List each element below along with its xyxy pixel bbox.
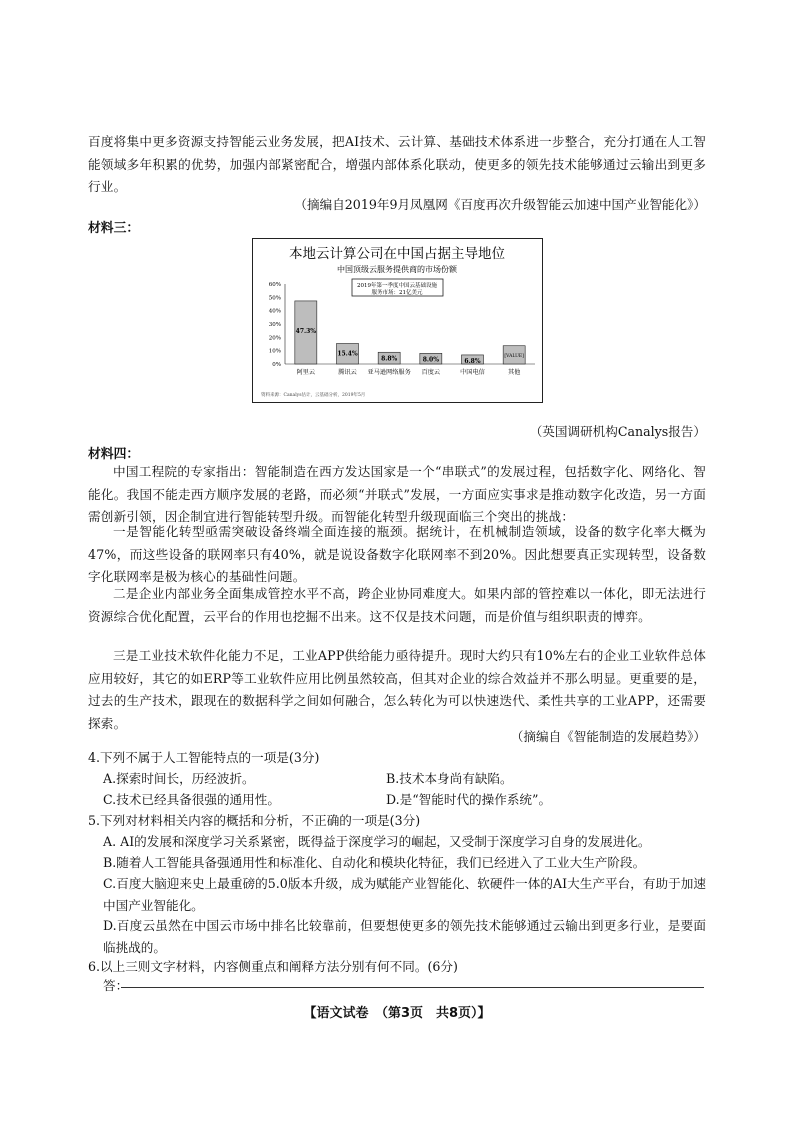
chart-y-tick-label: 40% bbox=[268, 308, 281, 315]
chart-data-label: [VALUE] bbox=[504, 353, 524, 359]
material-4-paragraph-2: 一是智能化转型亟需突破设备终端全面连接的瓶颈。据统计，在机械制造领域，设备的数字化率大概为47%，而这些设备的联网率只有40%，就是说设备数字化联网率不到20%。因此想要真正实现转型，设备数字化联网率是极为核心的基础性问题。 bbox=[88, 524, 706, 584]
chart-bars bbox=[295, 301, 525, 365]
chart-category-label: 亚马逊网络服务 bbox=[367, 369, 411, 376]
q5-option-b[interactable]: B.随着人工智能具备强通用性和标准化、自动化和模块化特征，我们已经进入了工业大生产阶段。 bbox=[103, 855, 646, 870]
material-4-paragraph-1: 中国工程院的专家指出：智能制造在西方发达国家是一个“串联式”的发展过程，包括数字化、网络化、智能化。我国不能走西方顺序发展的老路，而必须“并联式”发展，一方面应实事求是推动数字化改造，另一方面需创新引领，因企制宜进行智能转型升级。而智能化转型升级现面临三个突出的挑战： bbox=[88, 464, 706, 524]
chart-data-label: 8.0% bbox=[422, 356, 439, 364]
material-3-heading: 材料三： bbox=[88, 221, 140, 236]
chart-x-labels bbox=[297, 368, 521, 376]
chart-category-label: 腾讯云 bbox=[338, 369, 357, 376]
q4-option-a[interactable]: A.探索时间长，历经波折。 bbox=[103, 771, 255, 786]
chart-y-tick-label: 50% bbox=[268, 295, 281, 302]
material-4-heading: 材料四： bbox=[88, 447, 140, 462]
chart-svg bbox=[253, 239, 542, 402]
chart-footnote: 资料来源：Canalys估计，云基础分析，2019年5月 bbox=[261, 393, 366, 398]
material-4-paragraph-3: 二是企业内部业务全面集成管控水平不高，跨企业协同难度大。如果内部的管控难以一体化，即无法进行资源综合优化配置，云平台的作用也挖掘不出来。这不仅是技术问题，而是价值与组织职责的博弈。 bbox=[88, 586, 706, 624]
answer-label: 答： bbox=[103, 978, 129, 993]
source-citation-1: （摘编自2019年9月凤凰网《百度再次升级智能云加速中国产业智能化》） bbox=[294, 197, 706, 212]
source-citation-3: （摘编自《智能制造的发展趋势》） bbox=[510, 729, 706, 744]
chart-data-label: 15.4% bbox=[337, 350, 358, 358]
source-citation-2: （英国调研机构Canalys报告） bbox=[529, 424, 706, 439]
q5-option-c[interactable]: C.百度大脑迎来史上最重磅的5.0版本升级，成为赋能产业智能化、软硬件一体的AI大生产平台，有助于加速中国产业智能化。 bbox=[103, 876, 706, 913]
q4-option-c[interactable]: C.技术已经具备很强的通用性。 bbox=[103, 792, 280, 807]
answer-line[interactable] bbox=[121, 986, 704, 988]
chart-y-tick-label: 0% bbox=[272, 362, 281, 368]
q4-option-b[interactable]: B.技术本身尚有缺陷。 bbox=[386, 771, 513, 786]
q5-option-a[interactable]: A. AI的发展和深度学习关系紧密，既得益于深度学习的崛起，又受制于深度学习自身的发展进化。 bbox=[103, 834, 651, 849]
market-share-chart bbox=[252, 238, 543, 403]
chart-y-tick-label: 10% bbox=[268, 348, 281, 355]
chart-data-label: 8.8% bbox=[381, 355, 398, 363]
chart-y-tick-label: 60% bbox=[268, 282, 281, 288]
chart-annotation-line-2: 服务市场：21亿美元 bbox=[371, 290, 423, 296]
q4-option-d[interactable]: D.是“智能时代的操作系统”。 bbox=[386, 792, 552, 807]
question-6: 6.以上三则文字材料，内容侧重点和阐释方法分别有何不同。(6分) bbox=[88, 959, 458, 974]
paragraph-intro: 百度将集中更多资源支持智能云业务发展，把AI技术、云计算、基础技术体系进一步整合，充分打通在人工智能领域多年积累的优势，加强内部紧密配合，增强内部体系化联动，使更多的领先技术能够通过云输出到更多行业。 bbox=[88, 134, 706, 194]
chart-category-label: 百度云 bbox=[421, 369, 441, 376]
chart-subtitle: 中国顶级云服务提供商的市场份额 bbox=[337, 265, 457, 274]
page-footer: 【语文试卷 （第3页 共8页）】 bbox=[303, 1006, 491, 1021]
chart-y-tick-label: 30% bbox=[268, 322, 281, 328]
question-4: 4.下列不属于人工智能特点的一项是(3分) bbox=[88, 750, 320, 765]
chart-y-tick-label: 20% bbox=[268, 335, 281, 342]
material-4-paragraph-4: 三是工业技术软件化能力不足，工业APP供给能力亟待提升。现时大约只有10%左右的企业工业软件总体应用较好，其它的如ERP等工业软件应用比例虽然较高，但其对企业的综合效益并不那么明显。更重要的是，过去的生产技术，跟现在的数据科学之间如何融合，怎么转化为可以快速迭代、柔性共享的工业APP，还需要探索。 bbox=[88, 648, 706, 731]
chart-data-label: 47.3% bbox=[295, 327, 316, 335]
chart-category-label: 中国电信 bbox=[460, 369, 485, 376]
chart-data-label: 6.8% bbox=[464, 357, 481, 365]
chart-annotation-line-1: 2019年第一季度中国云基础设施 bbox=[357, 283, 437, 289]
q5-option-d[interactable]: D.百度云虽然在中国云市场中排名比较靠前，但要想使更多的领先技术能够通过云输出到更多行业，是要面临挑战的。 bbox=[103, 918, 706, 955]
chart-category-label: 阿里云 bbox=[296, 369, 316, 376]
chart-category-label: 其他 bbox=[507, 369, 521, 376]
question-5: 5.下列对材料相关内容的概括和分析，不正确的一项是(3分) bbox=[88, 813, 421, 828]
chart-title: 本地云计算公司在中国占据主导地位 bbox=[289, 246, 505, 262]
